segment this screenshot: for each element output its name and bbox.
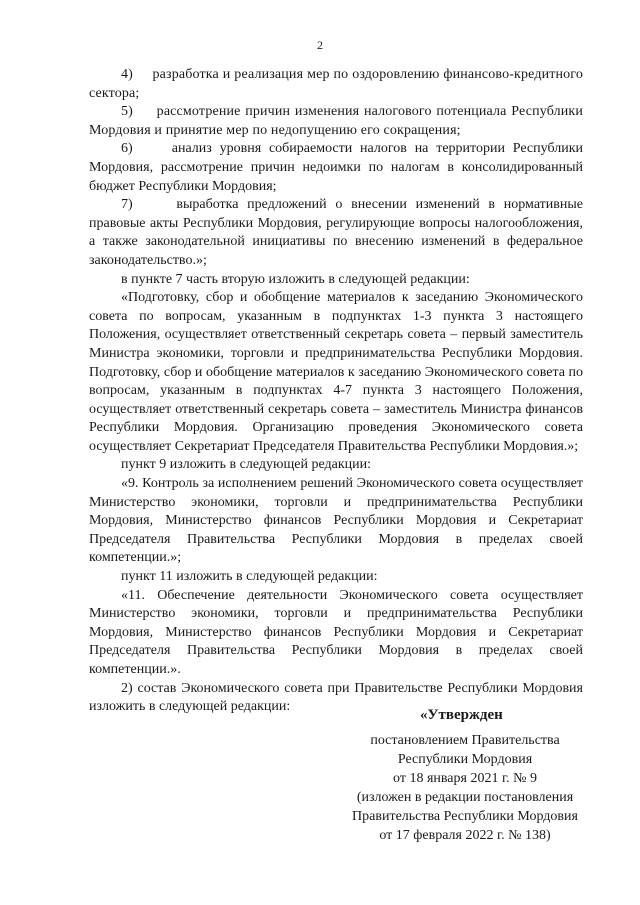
approval-line: постановлением Правительства	[370, 733, 560, 748]
paragraph-point-9-text: «9. Контроль за исполнением решений Экономического совета осуществляет Министерство экономики, торговли и предпринимательства Республики Мордовия, Министерство финансов Республики Мордовия и Секретариат Председателя Правительства Республики Мордовия в пределах своей компетенции.»;	[89, 476, 583, 566]
paragraph-item-7: 7) выработка предложений о внесении изменений в нормативные правовые акты Республики Мордовия, регулирующие вопросы налогообложения, а также законодательной инициативы по внесению изменений в федеральное законодательство.»;	[89, 197, 583, 268]
approval-line: от 18 января 2021 г. № 9	[393, 771, 537, 786]
paragraph-point-11-intro: пункт 11 изложить в следующей редакции:	[121, 569, 378, 585]
approval-line: от 17 февраля 2022 г. № 138)	[379, 828, 551, 843]
paragraph-point-9-intro: пункт 9 изложить в следующей редакции:	[121, 457, 371, 473]
approval-line: (изложен в редакции постановления	[356, 790, 574, 805]
paragraph-council-composition: 2) состав Экономического совета при Правительстве Республики Мордовия изложить в следующей редакции:	[89, 680, 583, 715]
approval-title: «Утвержден	[420, 707, 503, 723]
paragraph-point-7-intro: в пункте 7 часть вторую изложить в следующей редакции:	[121, 271, 470, 287]
paragraph-item-5: 5) рассмотрение причин изменения налогового потенциала Республики Мордовия и принятие мер по недопущению его сокращения;	[89, 104, 583, 138]
approval-line: Правительства Республики Мордовия	[352, 809, 578, 824]
paragraph-item-6: 6) анализ уровня собираемости налогов на территории Республики Мордовия, рассмотрение причин недоимки по налогам в консолидированный бюджет Республики Мордовия;	[89, 141, 583, 194]
paragraph-point-11-text: «11. Обеспечение деятельности Экономического совета осуществляет Министерство экономики, торговли и предпринимательства Республики Мордовия, Министерство финансов Республики Мордовия и Секретариат Председателя Правительства Республики Мордовия в пределах своей компетенции.».	[89, 587, 583, 677]
paragraph-item-4: 4) разработка и реализация мер по оздоровлению финансово-кредитного сектора;	[89, 67, 583, 101]
document-body	[89, 66, 583, 717]
approval-line: Республики Мордовия	[397, 752, 533, 767]
page-number: 2	[317, 38, 323, 52]
paragraph-point-7-text: «Подготовку, сбор и обобщение материалов к заседанию Экономического совета по вопросам, указанным в подпунктах 1-3 пункта 3 настоящего Положения, осуществляет ответственный секретарь совета – первый заместитель Министра экономики, торговли и предпринимательства Республики Мордовия. Подготовку, сбор и обобщение материалов к заседанию Экономического совета по вопросам, указанным в подпунктах 4-7 пункта 3 настоящего Положения, осуществляет ответственный секретарь совета – заместитель Министра финансов Республики Мордовия. Организацию проведения Экономического совета осуществляет Секретариат Председателя Правительства Республики Мордовия.»;	[89, 290, 583, 454]
